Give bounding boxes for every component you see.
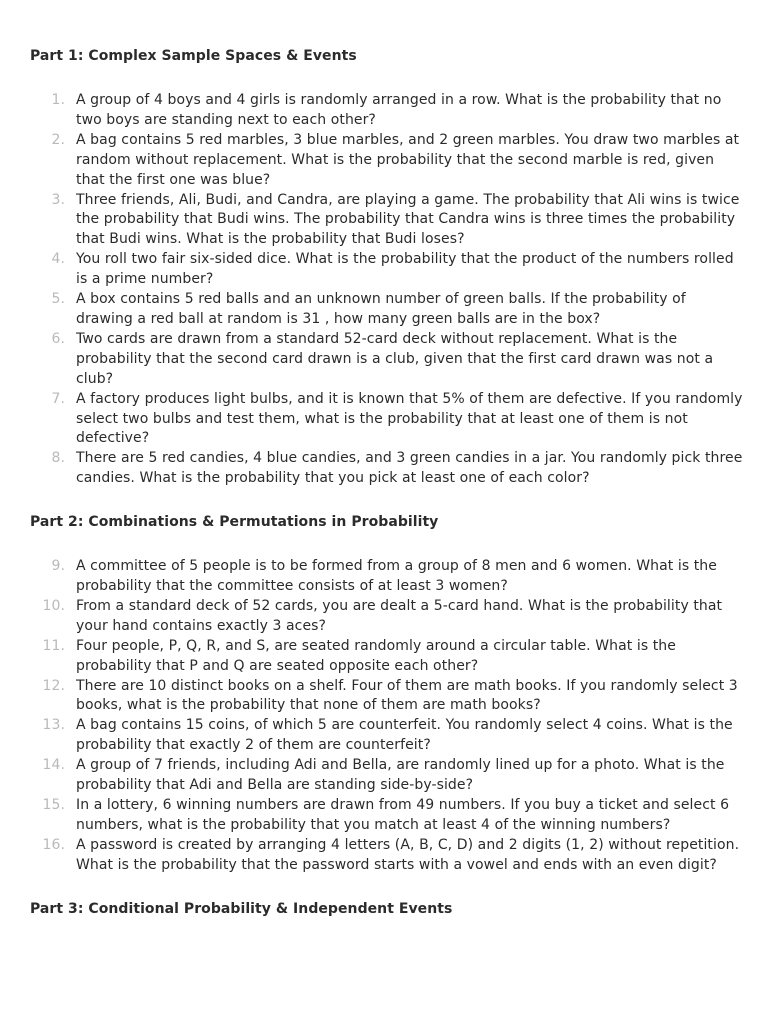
- question-number: 7.: [51, 390, 65, 407]
- question-item: [30, 131, 744, 191]
- part3-heading: Part 3: Conditional Probability & Independent Events: [30, 900, 453, 917]
- question-item: [30, 796, 744, 836]
- question-text: Two cards are drawn from a standard 52-card deck without replacement. What is the probability that the second card drawn is a club, given that the first card drawn was not a club?: [76, 330, 714, 387]
- question-item: [30, 637, 744, 677]
- question-text: A password is created by arranging 4 letters (A, B, C, D) and 2 digits (1, 2) without repetition. What is the probability that the password starts with a vowel and ends with an even digit?: [76, 836, 740, 873]
- question-item: [30, 557, 744, 597]
- question-number: 8.: [51, 450, 65, 467]
- question-number: 11.: [42, 637, 65, 654]
- part2-heading: Part 2: Combinations & Permutations in Probability: [30, 514, 439, 531]
- question-text: There are 5 red candies, 4 blue candies, and 3 green candies in a jar. You randomly pick three candies. What is the probability that you pick at least one of each color?: [76, 450, 743, 487]
- question-item: [30, 330, 744, 390]
- question-item: [30, 91, 744, 131]
- question-number: 6.: [51, 330, 65, 347]
- question-number: 12.: [42, 677, 65, 694]
- question-item: [30, 756, 744, 796]
- question-item: [30, 836, 744, 876]
- question-item: [30, 191, 744, 251]
- question-item: [30, 250, 744, 290]
- question-number: 1.: [51, 92, 65, 108]
- question-number: 9.: [51, 558, 65, 575]
- question-text: There are 10 distinct books on a shelf. Four of them are math books. If you randomly select 3 books, what is the probability that none of them are math books?: [76, 677, 738, 714]
- part2-question-list: [30, 557, 744, 876]
- question-text: You roll two fair six-sided dice. What is the probability that the product of the numbers rolled is a prime number?: [76, 251, 734, 288]
- question-text: Three friends, Ali, Budi, and Candra, are playing a game. The probability that Ali wins is twice the probability that Budi wins. The probability that Candra wins is three times the probability that Budi wins. What is the probability that Budi loses?: [76, 191, 740, 248]
- question-number: 10.: [42, 597, 65, 614]
- question-text: A group of 7 friends, including Adi and Bella, are randomly lined up for a photo. What is the probability that Adi and Bella are standing side-by-side?: [76, 757, 725, 794]
- question-text: A committee of 5 people is to be formed from a group of 8 men and 6 women. What is the probability that the committee consists of at least 3 women?: [76, 558, 717, 595]
- question-item: [30, 390, 744, 450]
- question-number: 2.: [51, 131, 65, 148]
- question-number: 13.: [42, 717, 65, 734]
- question-text: From a standard deck of 52 cards, you are dealt a 5-card hand. What is the probability that your hand contains exactly 3 aces?: [76, 597, 723, 634]
- question-number: 14.: [42, 757, 65, 774]
- question-text: A bag contains 15 coins, of which 5 are counterfeit. You randomly select 4 coins. What is the probability that exactly 2 of them are counterfeit?: [76, 717, 733, 754]
- question-text: In a lottery, 6 winning numbers are drawn from 49 numbers. If you buy a ticket and select 6 numbers, what is the probability that you match at least 4 of the winning numbers?: [76, 797, 730, 833]
- question-number: 16.: [42, 836, 65, 853]
- question-item: [30, 677, 744, 717]
- question-text: A factory produces light bulbs, and it is known that 5% of them are defective. If you randomly select two bulbs and test them, what is the probability that at least one of them is not defective?: [76, 390, 743, 447]
- question-item: [30, 290, 744, 330]
- question-text: A box contains 5 red balls and an unknown number of green balls. If the probability of drawing a red ball at random is 31 , how many green balls are in the box?: [76, 291, 686, 327]
- question-item: [30, 449, 744, 489]
- question-item: [30, 597, 744, 637]
- question-text: Four people, P, Q, R, and S, are seated randomly around a circular table. What is the probability that P and Q are seated opposite each other?: [76, 637, 676, 674]
- part1-heading: Part 1: Complex Sample Spaces & Events: [30, 48, 357, 64]
- question-item: [30, 716, 744, 756]
- question-number: 15.: [42, 797, 65, 813]
- question-text: A bag contains 5 red marbles, 3 blue marbles, and 2 green marbles. You draw two marbles at random without replacement. What is the probability that the second marble is red, given that the first one was blue?: [76, 131, 740, 188]
- question-number: 5.: [51, 291, 65, 308]
- part1-question-list: [30, 91, 744, 489]
- question-text: A group of 4 boys and 4 girls is randomly arranged in a row. What is the probability that no two boys are standing next to each other?: [76, 92, 722, 128]
- question-number: 3.: [51, 191, 65, 208]
- question-number: 4.: [51, 251, 65, 268]
